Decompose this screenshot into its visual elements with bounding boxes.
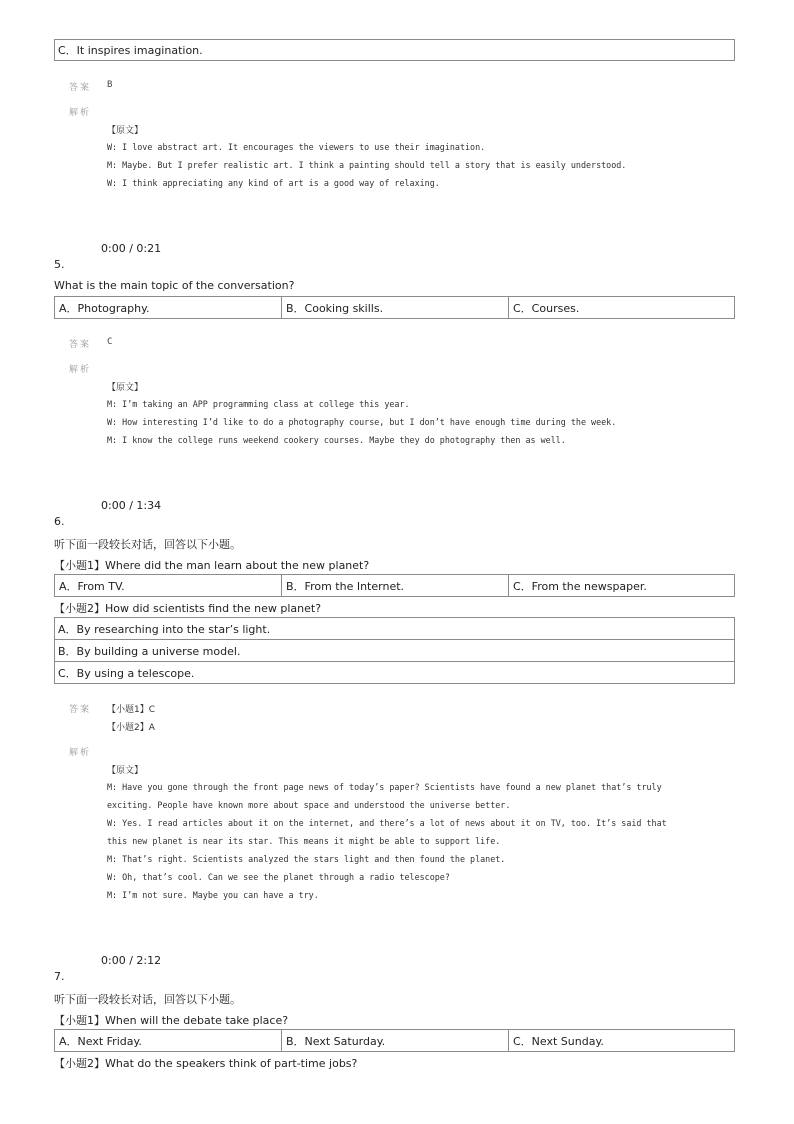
q7-audio-time[interactable]: 0:00 / 2:12 bbox=[101, 954, 162, 967]
q5-options-row bbox=[54, 296, 735, 319]
q6-sub1-option-b: B．From the Internet. bbox=[286, 579, 405, 593]
q5-option-b: B．Cooking skills. bbox=[286, 301, 384, 315]
q5-option-a: A．Photography. bbox=[59, 301, 150, 315]
q6-transcript-line: M: Have you gone through the front page news of today’s paper? Scientists have found a new planet that’s truly bbox=[107, 782, 662, 792]
q4-answer-value: B bbox=[107, 80, 113, 90]
q7-sub1-option-a: A．Next Friday. bbox=[59, 1034, 142, 1048]
q5-transcript-line: M: I know the college runs weekend cookery courses. Maybe they do photography then as well. bbox=[107, 435, 566, 445]
q6-transcript-line: W: Yes. I read articles about it on the internet, and there’s a lot of news about it on TV, too. It’s said that bbox=[107, 818, 667, 828]
q6-transcript-line: M: That’s right. Scientists analyzed the stars light and then found the planet. bbox=[107, 854, 506, 864]
q6-sub2-question: 【小题2】How did scientists find the new planet? bbox=[54, 602, 322, 615]
q4-analysis-label: 解析 bbox=[69, 108, 92, 118]
q5-analysis-label: 解析 bbox=[69, 365, 92, 375]
q4-option-c bbox=[54, 39, 735, 61]
q5-answer-label: 答案 bbox=[69, 340, 92, 350]
q7-sub1-question: 【小题1】When will the debate take place? bbox=[54, 1014, 289, 1027]
q6-sub2-option-a-text: A．By researching into the star’s light. bbox=[58, 622, 271, 636]
q5-number: 5. bbox=[54, 258, 65, 271]
q4-answer-label: 答案 bbox=[69, 83, 92, 93]
q4-option-c-text: C．It inspires imagination. bbox=[58, 44, 203, 57]
q6-sub1-option-c: C．From the newspaper. bbox=[513, 579, 647, 593]
q7-instruction: 听下面一段较长对话，回答以下小题。 bbox=[54, 993, 241, 1006]
q6-instruction: 听下面一段较长对话，回答以下小题。 bbox=[54, 538, 241, 551]
q7-sub1-option-b: B．Next Saturday. bbox=[286, 1034, 386, 1048]
q6-source-tag: 【原文】 bbox=[107, 766, 144, 776]
q7-sub2-question: 【小题2】What do the speakers think of part-time jobs? bbox=[54, 1057, 358, 1070]
q6-sub2-option-b bbox=[54, 639, 735, 662]
q6-audio-time[interactable]: 0:00 / 1:34 bbox=[101, 499, 162, 512]
q6-answer-label: 答案 bbox=[69, 705, 92, 715]
q5-answer-value: C bbox=[107, 337, 113, 347]
q4-transcript-line: M: Maybe. But I prefer realistic art. I think a painting should tell a story that is easily understood. bbox=[107, 160, 627, 170]
q4-transcript-line: W: I think appreciating any kind of art is a good way of relaxing. bbox=[107, 178, 440, 188]
q5-option-c: C．Courses. bbox=[513, 301, 580, 315]
q6-transcript-line: exciting. People have known more about space and understood the universe better. bbox=[107, 800, 511, 810]
q6-transcript-line: this new planet is near its star. This means it might be able to support life. bbox=[107, 836, 501, 846]
q6-transcript-line: M: I’m not sure. Maybe you can have a try. bbox=[107, 890, 319, 900]
q6-transcript-line: W: Oh, that’s cool. Can we see the planet through a radio telescope? bbox=[107, 872, 450, 882]
q6-answer-1: 【小题1】C bbox=[107, 705, 156, 715]
q5-source-tag: 【原文】 bbox=[107, 383, 144, 393]
q5-transcript-line: M: I’m taking an APP programming class at college this year. bbox=[107, 399, 410, 409]
q5-audio-time[interactable]: 0:00 / 0:21 bbox=[101, 242, 162, 255]
q7-sub1-options-row bbox=[54, 1029, 735, 1052]
q6-sub1-question: 【小题1】Where did the man learn about the new planet? bbox=[54, 559, 370, 572]
q6-sub2-option-c-text: C．By using a telescope. bbox=[58, 666, 195, 680]
q6-analysis-label: 解析 bbox=[69, 748, 92, 758]
q4-transcript-line: W: I love abstract art. It encourages the viewers to use their imagination. bbox=[107, 142, 486, 152]
q6-sub2-option-c bbox=[54, 661, 735, 684]
q6-answer-2: 【小题2】A bbox=[107, 723, 155, 733]
q7-number: 7. bbox=[54, 970, 65, 983]
q7-sub1-option-c: C．Next Sunday. bbox=[513, 1034, 604, 1048]
q5-question: What is the main topic of the conversation? bbox=[54, 279, 295, 292]
q5-transcript-line: W: How interesting I’d like to do a photography course, but I don’t have enough time during the week. bbox=[107, 417, 617, 427]
q6-sub1-options-row bbox=[54, 574, 735, 597]
q6-sub2-option-b-text: B．By building a universe model. bbox=[58, 644, 241, 658]
q4-source-tag: 【原文】 bbox=[107, 126, 144, 136]
q6-sub2-option-a bbox=[54, 617, 735, 640]
q6-number: 6. bbox=[54, 515, 65, 528]
q6-sub1-option-a: A．From TV. bbox=[59, 579, 125, 593]
